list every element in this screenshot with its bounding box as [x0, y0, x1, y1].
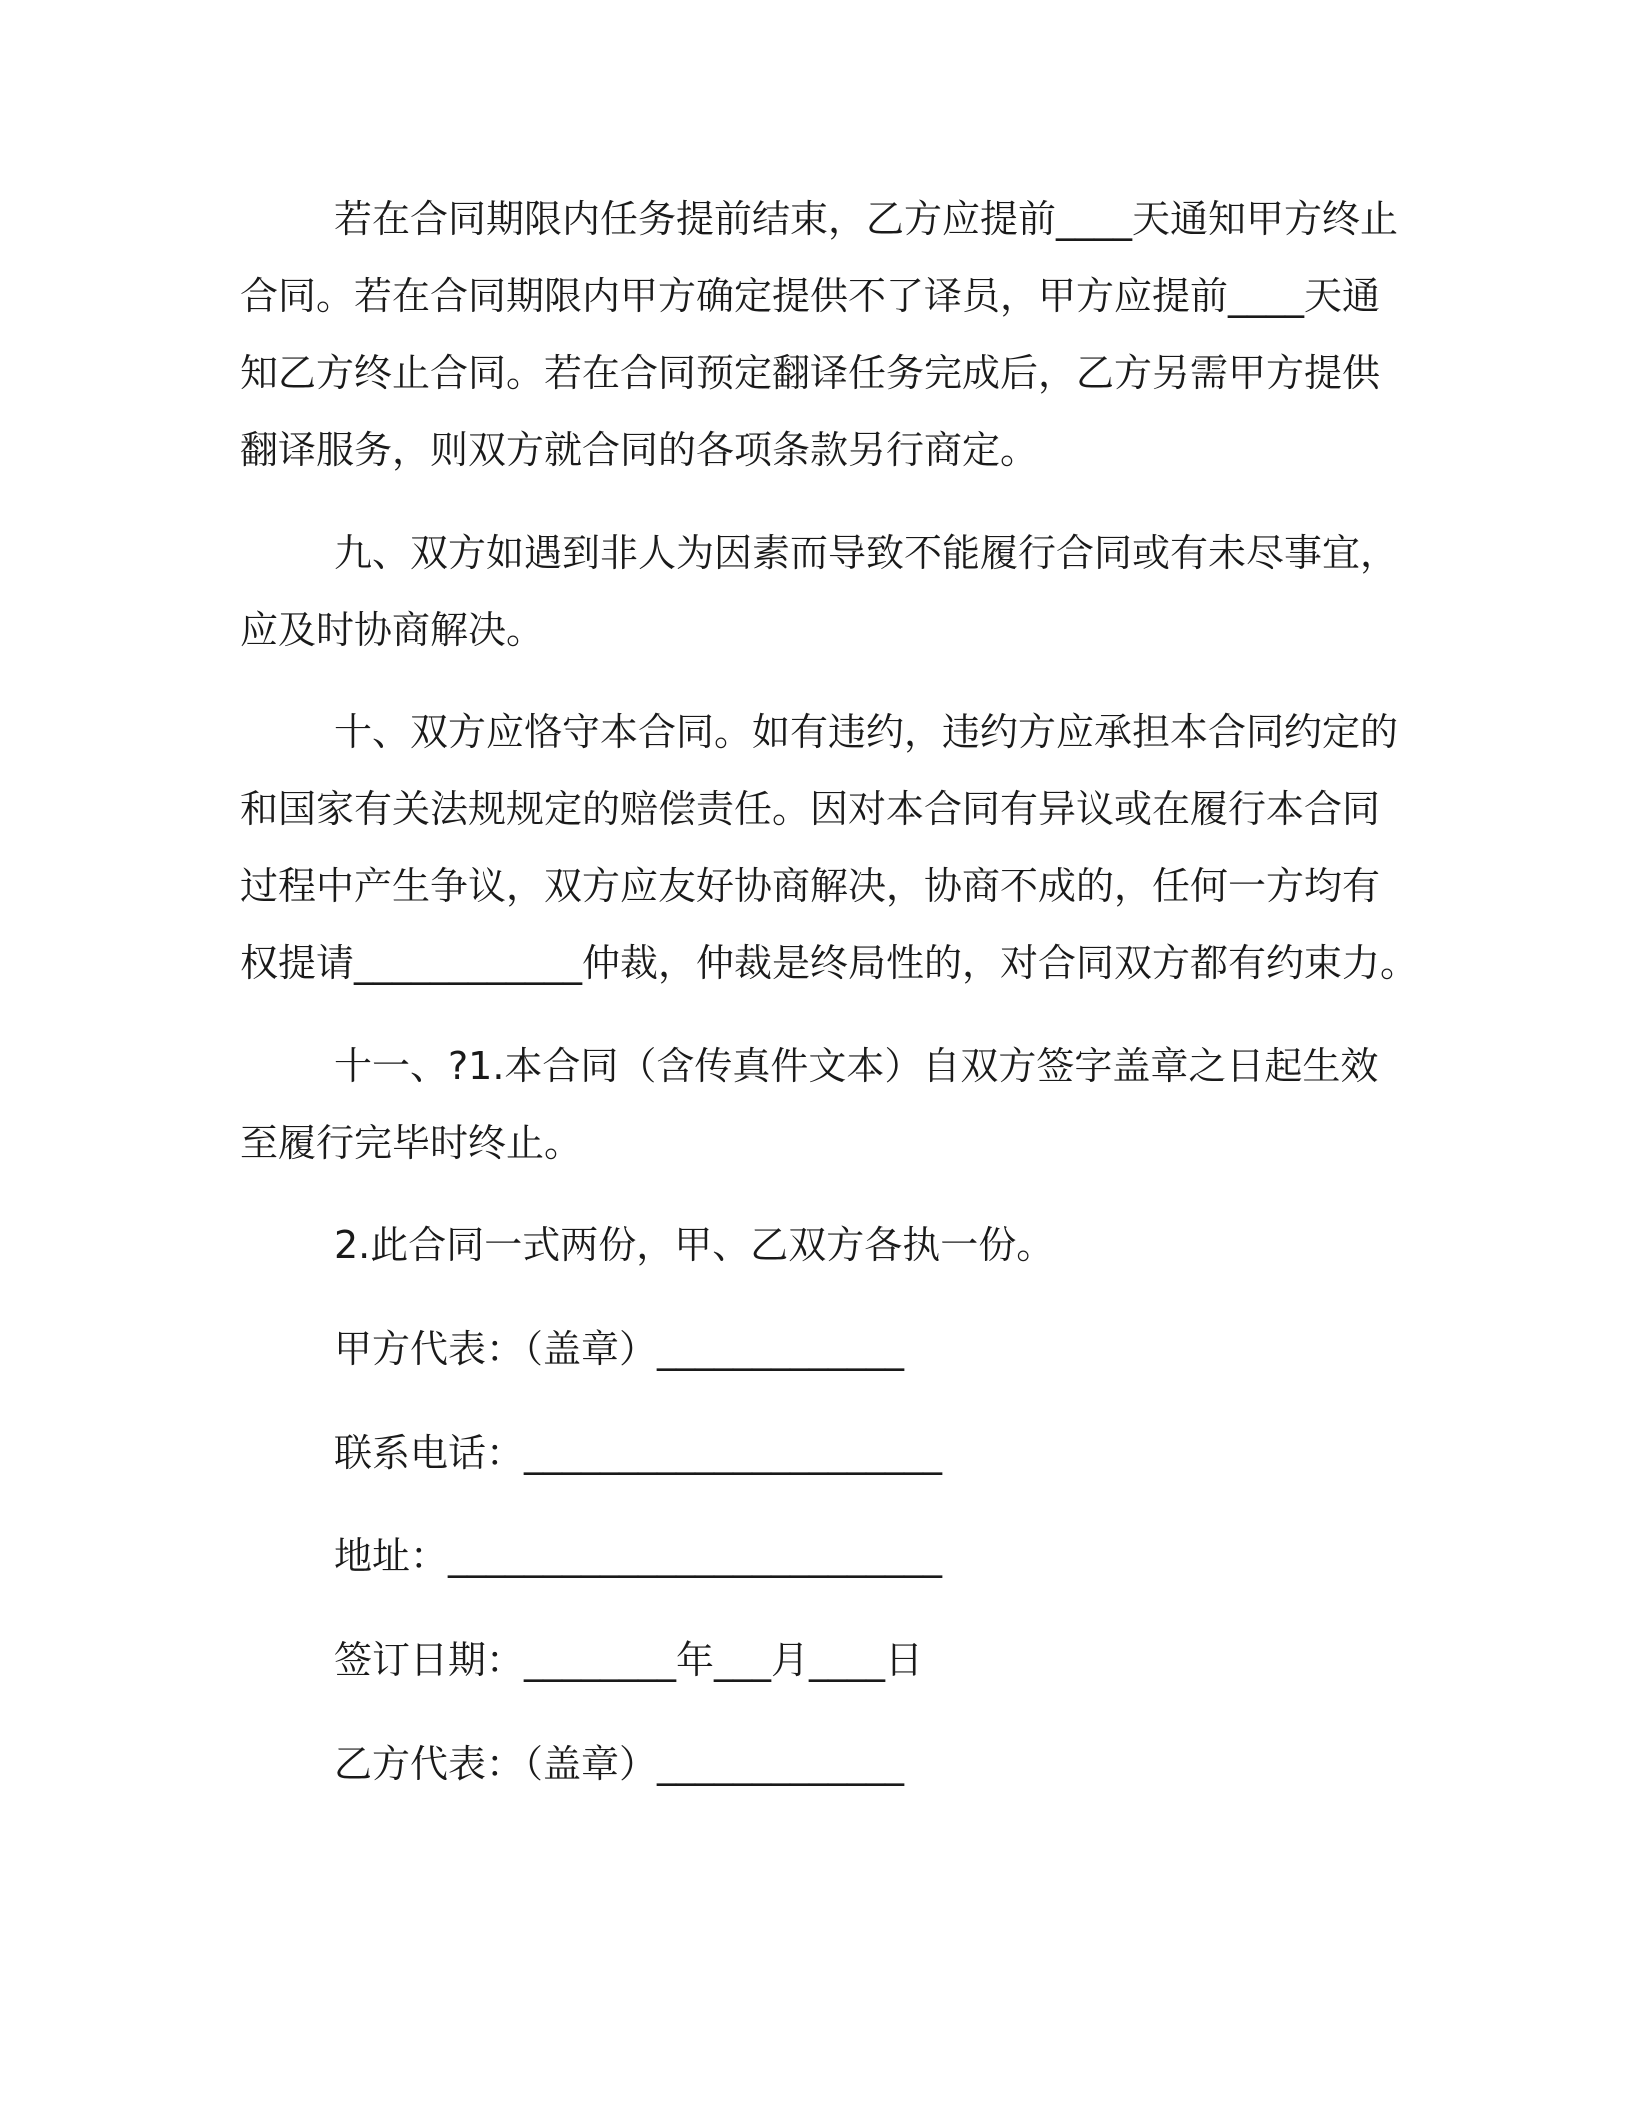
paragraph-1-line-1: 若在合同期限内任务提前结束，乙方应提前____天通知甲方终止	[334, 197, 1399, 241]
paragraph-1-line-3: 知乙方终止合同。若在合同预定翻译任务完成后，乙方另需甲方提供	[240, 351, 1381, 395]
party-b-representative-field: 乙方代表：（盖章）_____________	[334, 1742, 905, 1786]
clause-11-line-1: 十一、?1.本合同（含传真件文本）自双方签字盖章之日起生效	[334, 1044, 1379, 1088]
address-field: 地址：__________________________	[334, 1534, 943, 1578]
clause-10-line-1: 十、双方应恪守本合同。如有违约，违约方应承担本合同约定的	[334, 710, 1399, 754]
clause-10-line-2: 和国家有关法规规定的赔偿责任。因对本合同有异议或在履行本合同	[240, 787, 1381, 831]
clause-11-line-2: 至履行完毕时终止。	[240, 1121, 583, 1165]
clause-10-line-3: 过程中产生争议，双方应友好协商解决，协商不成的，任何一方均有	[240, 864, 1381, 908]
clause-10-line-4: 权提请____________仲裁，仲裁是终局性的，对合同双方都有约束力。	[240, 941, 1419, 985]
party-a-representative-field: 甲方代表：（盖章）_____________	[334, 1327, 905, 1371]
clause-9-line-2: 应及时协商解决。	[240, 608, 545, 652]
contact-phone-field: 联系电话：______________________	[334, 1431, 943, 1475]
clause-11-item-2: 2.此合同一式两份，甲、乙双方各执一份。	[334, 1223, 1055, 1267]
paragraph-1-line-2: 合同。若在合同期限内甲方确定提供不了译员，甲方应提前____天通	[240, 274, 1381, 318]
signing-date-field: 签订日期：________年___月____日	[334, 1638, 924, 1682]
clause-9-line-1: 九、双方如遇到非人为因素而导致不能履行合同或有未尽事宜，	[334, 531, 1399, 575]
paragraph-1-line-4: 翻译服务，则双方就合同的各项条款另行商定。	[240, 428, 1039, 472]
